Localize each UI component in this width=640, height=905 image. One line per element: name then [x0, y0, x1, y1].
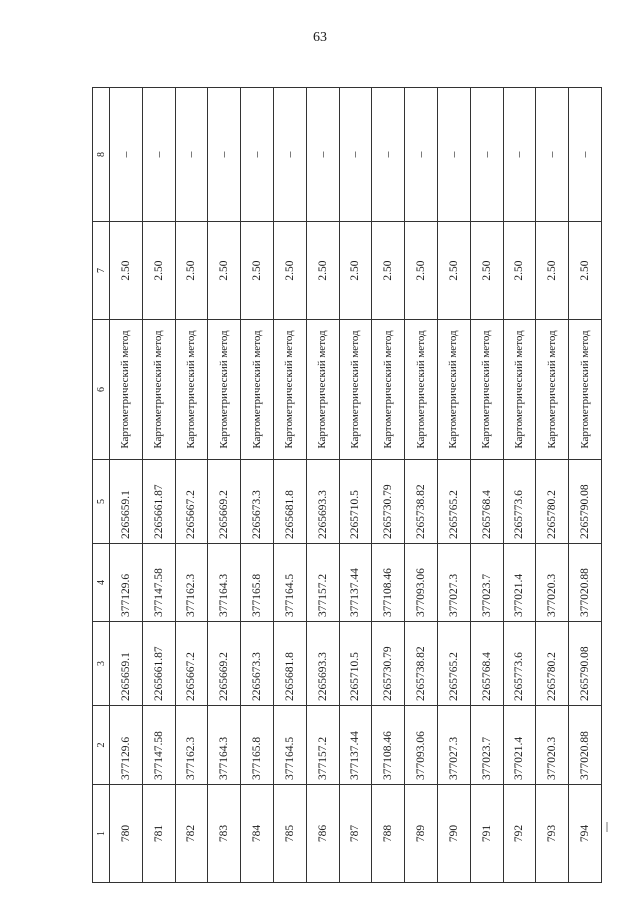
- y-coordinate-cell: 2265667.2: [175, 622, 208, 706]
- point-number-cell: 787: [339, 785, 372, 883]
- column-header: 1: [93, 785, 110, 883]
- y-coordinate-cell: 2265693.3: [306, 460, 339, 544]
- x-coordinate-cell: 377129.6: [110, 706, 143, 785]
- table-row: [241, 88, 274, 883]
- x-coordinate-cell: 377165.8: [241, 706, 274, 785]
- table-row: [372, 88, 405, 883]
- column-header: 3: [93, 622, 110, 706]
- note-cell: –: [470, 88, 503, 222]
- point-number-cell: 789: [405, 785, 438, 883]
- accuracy-cell: 2.50: [503, 222, 536, 320]
- method-cell: Картометрический метод: [372, 320, 405, 460]
- y-coordinate-cell: 2265773.6: [503, 622, 536, 706]
- y-coordinate-cell: 2265669.2: [208, 460, 241, 544]
- accuracy-cell: 2.50: [372, 222, 405, 320]
- y-coordinate-cell: 2265730.79: [372, 460, 405, 544]
- column-header: 8: [93, 88, 110, 222]
- point-number-cell: 788: [372, 785, 405, 883]
- note-cell: –: [142, 88, 175, 222]
- x-coordinate-cell: 377023.7: [470, 706, 503, 785]
- note-cell: –: [536, 88, 569, 222]
- method-cell: Картометрический метод: [208, 320, 241, 460]
- column-header: 7: [93, 222, 110, 320]
- x-coordinate-cell: 377164.5: [273, 544, 306, 622]
- method-cell: Картометрический метод: [470, 320, 503, 460]
- coordinates-table-rotated: [92, 88, 602, 883]
- y-coordinate-cell: 2265693.3: [306, 622, 339, 706]
- y-coordinate-cell: 2265773.6: [503, 460, 536, 544]
- method-cell: Картометрический метод: [569, 320, 602, 460]
- y-coordinate-cell: 2265738.82: [405, 622, 438, 706]
- table-row: [142, 88, 175, 883]
- note-cell: –: [569, 88, 602, 222]
- x-coordinate-cell: 377137.44: [339, 706, 372, 785]
- y-coordinate-cell: 2265659.1: [110, 622, 143, 706]
- note-cell: –: [175, 88, 208, 222]
- y-coordinate-cell: 2265765.2: [437, 460, 470, 544]
- y-coordinate-cell: 2265661.87: [142, 622, 175, 706]
- point-number-cell: 786: [306, 785, 339, 883]
- method-cell: Картометрический метод: [536, 320, 569, 460]
- note-cell: –: [503, 88, 536, 222]
- x-coordinate-cell: 377108.46: [372, 706, 405, 785]
- x-coordinate-cell: 377162.3: [175, 706, 208, 785]
- x-coordinate-cell: 377020.3: [536, 706, 569, 785]
- x-coordinate-cell: 377020.88: [569, 544, 602, 622]
- method-cell: Картометрический метод: [339, 320, 372, 460]
- x-coordinate-cell: 377157.2: [306, 544, 339, 622]
- table-row: [110, 88, 143, 883]
- page-number: 63: [313, 30, 327, 45]
- method-cell: Картометрический метод: [437, 320, 470, 460]
- point-number-cell: 784: [241, 785, 274, 883]
- y-coordinate-cell: 2265661.87: [142, 460, 175, 544]
- note-cell: –: [437, 88, 470, 222]
- x-coordinate-cell: 377164.3: [208, 544, 241, 622]
- point-number-cell: 785: [273, 785, 306, 883]
- x-coordinate-cell: 377093.06: [405, 706, 438, 785]
- note-cell: –: [306, 88, 339, 222]
- point-number-cell: 790: [437, 785, 470, 883]
- table-row: [437, 88, 470, 883]
- y-coordinate-cell: 2265681.8: [273, 460, 306, 544]
- note-cell: –: [405, 88, 438, 222]
- note-cell: –: [339, 88, 372, 222]
- header-row: [93, 88, 110, 883]
- y-coordinate-cell: 2265710.5: [339, 460, 372, 544]
- note-cell: –: [208, 88, 241, 222]
- scan-mark: [606, 822, 608, 832]
- x-coordinate-cell: 377021.4: [503, 706, 536, 785]
- y-coordinate-cell: 2265667.2: [175, 460, 208, 544]
- y-coordinate-cell: 2265768.4: [470, 622, 503, 706]
- column-header: 2: [93, 706, 110, 785]
- y-coordinate-cell: 2265710.5: [339, 622, 372, 706]
- coordinates-table: [92, 87, 602, 883]
- table-row: [208, 88, 241, 883]
- table-row: [339, 88, 372, 883]
- accuracy-cell: 2.50: [142, 222, 175, 320]
- point-number-cell: 783: [208, 785, 241, 883]
- point-number-cell: 794: [569, 785, 602, 883]
- x-coordinate-cell: 377137.44: [339, 544, 372, 622]
- point-number-cell: 781: [142, 785, 175, 883]
- note-cell: –: [372, 88, 405, 222]
- accuracy-cell: 2.50: [405, 222, 438, 320]
- y-coordinate-cell: 2265765.2: [437, 622, 470, 706]
- y-coordinate-cell: 2265673.3: [241, 622, 274, 706]
- y-coordinate-cell: 2265768.4: [470, 460, 503, 544]
- x-coordinate-cell: 377129.6: [110, 544, 143, 622]
- x-coordinate-cell: 377021.4: [503, 544, 536, 622]
- accuracy-cell: 2.50: [470, 222, 503, 320]
- x-coordinate-cell: 377147.58: [142, 544, 175, 622]
- point-number-cell: 791: [470, 785, 503, 883]
- note-cell: –: [273, 88, 306, 222]
- method-cell: Картометрический метод: [273, 320, 306, 460]
- x-coordinate-cell: 377164.3: [208, 706, 241, 785]
- accuracy-cell: 2.50: [437, 222, 470, 320]
- x-coordinate-cell: 377027.3: [437, 544, 470, 622]
- point-number-cell: 780: [110, 785, 143, 883]
- accuracy-cell: 2.50: [208, 222, 241, 320]
- accuracy-cell: 2.50: [241, 222, 274, 320]
- table-row: [405, 88, 438, 883]
- column-header: 5: [93, 460, 110, 544]
- x-coordinate-cell: 377162.3: [175, 544, 208, 622]
- x-coordinate-cell: 377020.88: [569, 706, 602, 785]
- y-coordinate-cell: 2265790.08: [569, 460, 602, 544]
- accuracy-cell: 2.50: [569, 222, 602, 320]
- method-cell: Картометрический метод: [405, 320, 438, 460]
- method-cell: Картометрический метод: [241, 320, 274, 460]
- accuracy-cell: 2.50: [273, 222, 306, 320]
- y-coordinate-cell: 2265780.2: [536, 460, 569, 544]
- point-number-cell: 793: [536, 785, 569, 883]
- table-row: [273, 88, 306, 883]
- x-coordinate-cell: 377164.5: [273, 706, 306, 785]
- method-cell: Картометрический метод: [142, 320, 175, 460]
- y-coordinate-cell: 2265669.2: [208, 622, 241, 706]
- method-cell: Картометрический метод: [175, 320, 208, 460]
- x-coordinate-cell: 377165.8: [241, 544, 274, 622]
- table-row: [470, 88, 503, 883]
- accuracy-cell: 2.50: [306, 222, 339, 320]
- table-row: [306, 88, 339, 883]
- accuracy-cell: 2.50: [110, 222, 143, 320]
- x-coordinate-cell: 377020.3: [536, 544, 569, 622]
- method-cell: Картометрический метод: [503, 320, 536, 460]
- y-coordinate-cell: 2265730.79: [372, 622, 405, 706]
- y-coordinate-cell: 2265673.3: [241, 460, 274, 544]
- column-header: 6: [93, 320, 110, 460]
- table-row: [175, 88, 208, 883]
- table-row: [536, 88, 569, 883]
- method-cell: Картометрический метод: [110, 320, 143, 460]
- method-cell: Картометрический метод: [306, 320, 339, 460]
- y-coordinate-cell: 2265738.82: [405, 460, 438, 544]
- note-cell: –: [241, 88, 274, 222]
- y-coordinate-cell: 2265780.2: [536, 622, 569, 706]
- x-coordinate-cell: 377093.06: [405, 544, 438, 622]
- accuracy-cell: 2.50: [536, 222, 569, 320]
- y-coordinate-cell: 2265659.1: [110, 460, 143, 544]
- accuracy-cell: 2.50: [175, 222, 208, 320]
- note-cell: –: [110, 88, 143, 222]
- x-coordinate-cell: 377147.58: [142, 706, 175, 785]
- x-coordinate-cell: 377157.2: [306, 706, 339, 785]
- table-row: [569, 88, 602, 883]
- point-number-cell: 792: [503, 785, 536, 883]
- x-coordinate-cell: 377023.7: [470, 544, 503, 622]
- column-header: 4: [93, 544, 110, 622]
- y-coordinate-cell: 2265790.08: [569, 622, 602, 706]
- y-coordinate-cell: 2265681.8: [273, 622, 306, 706]
- accuracy-cell: 2.50: [339, 222, 372, 320]
- point-number-cell: 782: [175, 785, 208, 883]
- table-row: [503, 88, 536, 883]
- x-coordinate-cell: 377108.46: [372, 544, 405, 622]
- x-coordinate-cell: 377027.3: [437, 706, 470, 785]
